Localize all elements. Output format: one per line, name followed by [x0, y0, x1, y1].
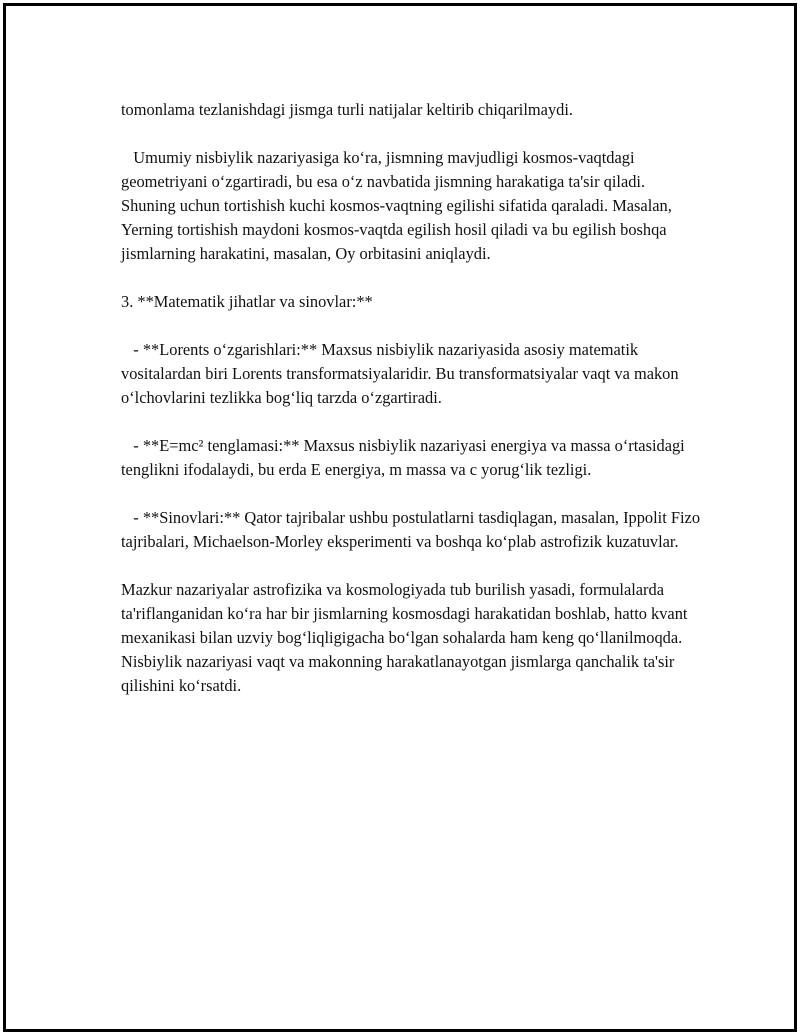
list-item-emc2: - **E=mc² tenglamasi:** Maxsus nisbiylik nazariyasi energiya va massa o‘rtasidagi tenglikni ifodalaydi, bu erda E energiya, m massa va c yorug‘lik tezligi. — [121, 436, 689, 479]
document-body — [121, 98, 705, 698]
paragraph-general-relativity: Umumiy nisbiylik nazariyasiga ko‘ra, jismning mavjudligi kosmos-vaqtdagi geometriyani o‘zgartiradi, bu esa o‘z navbatida jismning harakatiga ta'sir qiladi. Shuning uchun tortishish kuchi kosmos-vaqtning egilishi sifatida qaraladi. Masalan, Yerning tortishish maydoni kosmos-vaqtda egilish hosil qiladi va bu egilish boshqa jismlarning harakatini, masalan, Oy orbitasini aniqlaydi. — [121, 148, 676, 263]
document-page — [3, 3, 797, 1032]
list-item-lorentz: - **Lorents o‘zgarishlari:** Maxsus nisbiylik nazariyasida asosiy matematik vositalardan biri Lorents transformatsiyalaridir. Bu transformatsiyalar vaqt va makon o‘lchovlarini tezlikka bog‘liq tarzda o‘zgartiradi. — [121, 340, 683, 407]
paragraph-intro-fragment: tomonlama tezlanishdagi jismga turli natijalar keltirib chiqarilmaydi. — [121, 100, 573, 119]
section-heading-math-aspects: 3. **Matematik jihatlar va sinovlar:** — [121, 292, 373, 311]
paragraph-conclusion: Mazkur nazariyalar astrofizika va kosmologiyada tub burilish yasadi, formulalarda ta'riflanganidan ko‘ra har bir jismlarning kosmosdagi harakatidan boshlab, hatto kvant mexanikasi bilan uzviy bog‘liqligigacha bo‘lgan sohalarda ham keng qo‘llanilmoqda. Nisbiylik nazariyasi vaqt va makonning harakatlanayotgan jismlarga qanchalik ta'sir qilishini ko‘rsatdi. — [121, 580, 692, 695]
list-item-tests: - **Sinovlari:** Qator tajribalar ushbu postulatlarni tasdiqlagan, masalan, Ippolit Fizo tajribalari, Michaelson-Morley eksperimenti va boshqa ko‘plab astrofizik kuzatuvlar. — [121, 508, 705, 551]
